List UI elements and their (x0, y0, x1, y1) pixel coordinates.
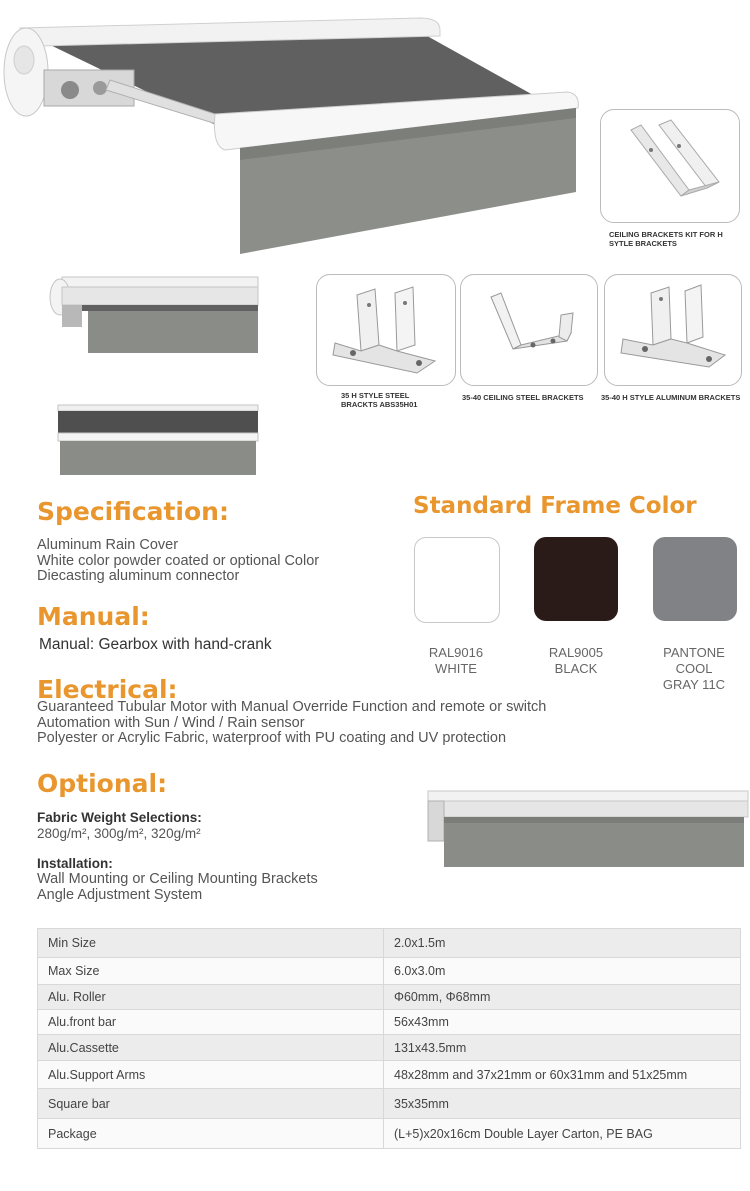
table-cell-value: 2.0x1.5m (384, 929, 741, 958)
black-swatch (534, 537, 618, 621)
table-cell-value: 6.0x3.0m (384, 958, 741, 985)
installation-line: Angle Adjustment System (37, 886, 203, 903)
bracket-kit-card (600, 109, 740, 223)
optional-awning-image (424, 787, 750, 871)
table-row (38, 1010, 741, 1035)
specification-line: White color powder coated or optional Color (37, 552, 320, 569)
table-cell-value: Φ60mm, Φ68mm (384, 985, 741, 1010)
frame-color-heading: Standard Frame Color (413, 493, 697, 519)
table-row (38, 1089, 741, 1119)
swatch-name: COOL (675, 661, 713, 676)
installation-list (37, 872, 318, 903)
table-cell-label: Alu. Roller (38, 985, 384, 1010)
white-swatch (414, 537, 500, 623)
electrical-line: Polyester or Acrylic Fabric, waterproof with PU coating and UV protection (37, 730, 507, 746)
white-swatch-label (396, 645, 516, 677)
gray-swatch-label (634, 645, 750, 693)
table-cell-label: Alu.Cassette (38, 1035, 384, 1061)
swatch-code: PANTONE (663, 645, 725, 660)
table-row (38, 985, 741, 1010)
swatch-name: WHITE (435, 661, 477, 676)
h-aluminum-bracket-card (604, 274, 742, 386)
installation-title: Installation: (37, 856, 113, 871)
table-cell-value: 35x35mm (384, 1089, 741, 1119)
spec-table (37, 928, 741, 1149)
bracket-kit-caption: CEILING BRACKETS KIT FOR H SYTLE BRACKETS (609, 230, 723, 248)
table-cell-value: 48x28mm and 37x21mm or 60x31mm and 51x25mm (384, 1061, 741, 1089)
swatch-code: RAL9016 (428, 645, 484, 660)
table-row (38, 1061, 741, 1089)
table-cell-value: 56x43mm (384, 1010, 741, 1035)
table-row (38, 929, 741, 958)
h-steel-bracket-caption: 35 H STYLE STEEL BRACKTS ABS35H01 (341, 391, 418, 409)
table-cell-value: (L+5)x20x16cm Double Layer Carton, PE BAG (384, 1119, 741, 1149)
fabric-weight-title: Fabric Weight Selections: (37, 810, 202, 825)
electrical-line: Guaranteed Tubular Motor with Manual Override Function and remote or switch (37, 699, 547, 715)
specification-list (37, 538, 397, 585)
table-cell-label: Package (38, 1119, 384, 1149)
optional-heading: Optional: (37, 769, 168, 798)
electrical-line: Automation with Sun / Wind / Rain sensor (37, 714, 305, 731)
h-aluminum-bracket-caption: 35-40 H STYLE ALUMINUM BRACKETS (601, 393, 741, 402)
table-row (38, 1035, 741, 1061)
table-row (38, 1119, 741, 1149)
ceiling-steel-bracket-caption: 35-40 CEILING STEEL BRACKETS (462, 393, 584, 402)
specification-line: Aluminum Rain Cover (37, 537, 179, 553)
swatch-name-2: GRAY 11C (662, 677, 726, 692)
specification-heading: Specification: (37, 497, 229, 526)
table-cell-value: 131x43.5mm (384, 1035, 741, 1061)
swatch-code: RAL9005 (548, 645, 604, 660)
table-row (38, 958, 741, 985)
table-cell-label: Alu.front bar (38, 1010, 384, 1035)
swatch-name: BLACK (554, 661, 598, 676)
awning-thumbnail-1 (48, 275, 262, 357)
specification-line: Diecasting aluminum connector (37, 568, 240, 584)
electrical-heading: Electrical: (37, 675, 178, 704)
fabric-weight-values: 280g/m², 300g/m², 320g/m² (37, 826, 201, 841)
h-steel-bracket-card (316, 274, 456, 386)
gray-swatch (653, 537, 737, 621)
ceiling-steel-bracket-card (460, 274, 598, 386)
installation-line: Wall Mounting or Ceiling Mounting Brackets (37, 871, 318, 887)
black-swatch-label (516, 645, 636, 677)
table-cell-label: Square bar (38, 1089, 384, 1119)
table-cell-label: Alu.Support Arms (38, 1061, 384, 1089)
awning-thumbnail-2 (56, 403, 260, 477)
manual-heading: Manual: (37, 602, 150, 631)
table-cell-label: Min Size (38, 929, 384, 958)
manual-text: Manual: Gearbox with hand-crank (39, 636, 272, 653)
electrical-list (37, 700, 677, 747)
table-cell-label: Max Size (38, 958, 384, 985)
main-awning-image (0, 10, 590, 260)
